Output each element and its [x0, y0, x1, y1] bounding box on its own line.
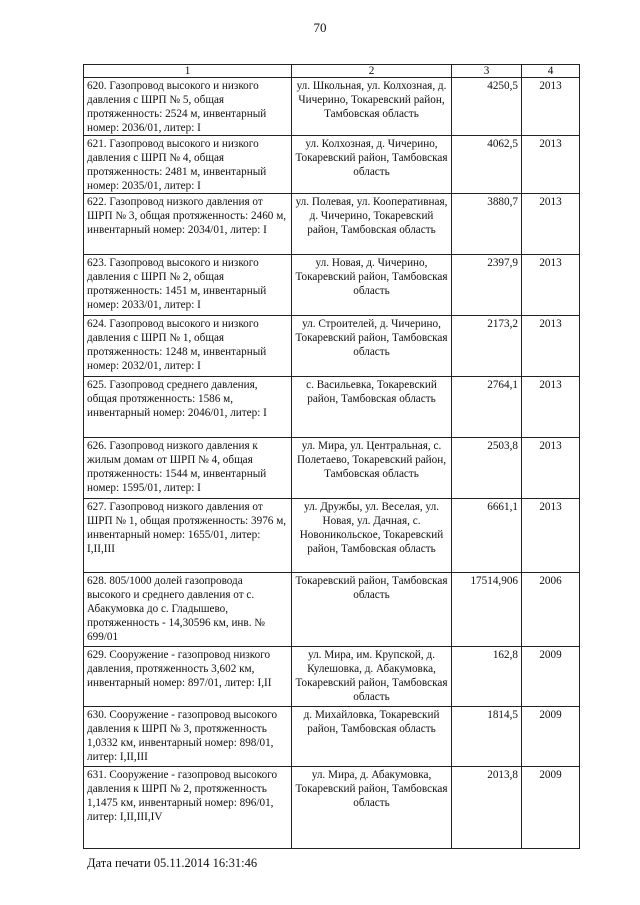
object-address: ул. Новая, д. Чичерино, Токаревский район, Тамбовская область [292, 255, 452, 316]
object-description: 620. Газопровод высокого и низкого давления с ШРП № 5, общая протяженность: 2524 м, инвентарный номер: 2036/01, литер: I [84, 78, 292, 136]
object-value: 4250,5 [452, 78, 522, 136]
table-row [84, 499, 580, 573]
object-year: 2013 [522, 499, 580, 573]
object-description: 630. Сооружение - газопровод высокого давления к ШРП № 3, протяженность 1,0332 км, инвентарный номер: 898/01, литер: I,II,III [84, 707, 292, 767]
object-description: 626. Газопровод низкого давления к жилым домам от ШРП № 4, общая протяженность: 1544 м, инвентарный номер: 1595/01, литер: I [84, 438, 292, 499]
object-value: 2397,9 [452, 255, 522, 316]
object-address: с. Васильевка, Токаревский район, Тамбовская область [292, 377, 452, 438]
object-address: ул. Школьная, ул. Колхозная, д. Чичерино, Токаревский район, Тамбовская область [292, 78, 452, 136]
object-year: 2013 [522, 316, 580, 377]
object-address: ул. Мира, им. Крупской, д. Кулешовка, д. Абакумовка, Токаревский район, Тамбовская область [292, 647, 452, 707]
column-header: 1 [84, 65, 292, 78]
object-year: 2013 [522, 194, 580, 255]
table-row [84, 136, 580, 194]
object-year: 2013 [522, 136, 580, 194]
table-row [84, 647, 580, 707]
object-value: 2013,8 [452, 767, 522, 849]
object-value: 17514,906 [452, 573, 522, 647]
column-header: 4 [522, 65, 580, 78]
property-register-table [83, 64, 580, 849]
table-row [84, 78, 580, 136]
object-address: ул. Колхозная, д. Чичерино, Токаревский район, Тамбовская область [292, 136, 452, 194]
object-address: ул. Мира, ул. Центральная, с. Полетаево, Токаревский район, Тамбовская область [292, 438, 452, 499]
object-year: 2006 [522, 573, 580, 647]
object-address: ул. Мира, д. Абакумовка, Токаревский район, Тамбовская область [292, 767, 452, 849]
table-row [84, 573, 580, 647]
object-address: ул. Полевая, ул. Кооперативная, д. Чичерино, Токаревский район, Тамбовская область [292, 194, 452, 255]
object-value: 6661,1 [452, 499, 522, 573]
object-description: 631. Сооружение - газопровод высокого давления к ШРП № 2, протяженность 1,1475 км, инвентарный номер: 896/01, литер: I,II,III,IV [84, 767, 292, 849]
object-description: 629. Сооружение - газопровод низкого давления, протяженность 3,602 км, инвентарный номер: 897/01, литер: I,II [84, 647, 292, 707]
table-row [84, 194, 580, 255]
object-year: 2009 [522, 707, 580, 767]
object-description: 628. 805/1000 долей газопровода высокого и среднего давления от с. Абакумовка до с. Гладышево, протяженность - 14,30596 км, инв. № 699/01 [84, 573, 292, 647]
object-description: 623. Газопровод высокого и низкого давления с ШРП № 2, общая протяженность: 1451 м, инвентарный номер: 2033/01, литер: I [84, 255, 292, 316]
object-description: 621. Газопровод высокого и низкого давления с ШРП № 4, общая протяженность: 2481 м, инвентарный номер: 2035/01, литер: I [84, 136, 292, 194]
page-number: 70 [313, 20, 327, 35]
object-value: 4062,5 [452, 136, 522, 194]
header-row [84, 65, 580, 78]
object-description: 625. Газопровод среднего давления, общая протяженность: 1586 м, инвентарный номер: 2046/01, литер: I [84, 377, 292, 438]
column-header: 2 [292, 65, 452, 78]
table-row [84, 255, 580, 316]
object-description: 627. Газопровод низкого давления от ШРП № 1, общая протяженность: 3976 м, инвентарный номер: 1655/01, литер: I,II,III [84, 499, 292, 573]
object-year: 2013 [522, 78, 580, 136]
object-year: 2013 [522, 255, 580, 316]
object-address: д. Михайловка, Токаревский район, Тамбовская область [292, 707, 452, 767]
object-year: 2013 [522, 377, 580, 438]
object-value: 2503,8 [452, 438, 522, 499]
table-row [84, 767, 580, 849]
object-value: 2764,1 [452, 377, 522, 438]
object-year: 2013 [522, 438, 580, 499]
object-value: 162,8 [452, 647, 522, 707]
object-description: 624. Газопровод высокого и низкого давления с ШРП № 1, общая протяженность: 1248 м, инвентарный номер: 2032/01, литер: I [84, 316, 292, 377]
table-row [84, 316, 580, 377]
object-value: 2173,2 [452, 316, 522, 377]
object-year: 2009 [522, 647, 580, 707]
object-address: ул. Дружбы, ул. Веселая, ул. Новая, ул. Дачная, с. Новоникольское, Токаревский район, Тамбовская область [292, 499, 452, 573]
object-value: 1814,5 [452, 707, 522, 767]
table-row [84, 707, 580, 767]
object-description: 622. Газопровод низкого давления от ШРП № 3, общая протяженность: 2460 м, инвентарный номер: 2034/01, литер: I [84, 194, 292, 255]
print-date: Дата печати 05.11.2014 16:31:46 [87, 856, 258, 870]
object-address: Токаревский район, Тамбовская область [292, 573, 452, 647]
object-address: ул. Строителей, д. Чичерино, Токаревский район, Тамбовская область [292, 316, 452, 377]
table-row [84, 377, 580, 438]
table-row [84, 438, 580, 499]
object-year: 2009 [522, 767, 580, 849]
object-value: 3880,7 [452, 194, 522, 255]
column-header: 3 [452, 65, 522, 78]
